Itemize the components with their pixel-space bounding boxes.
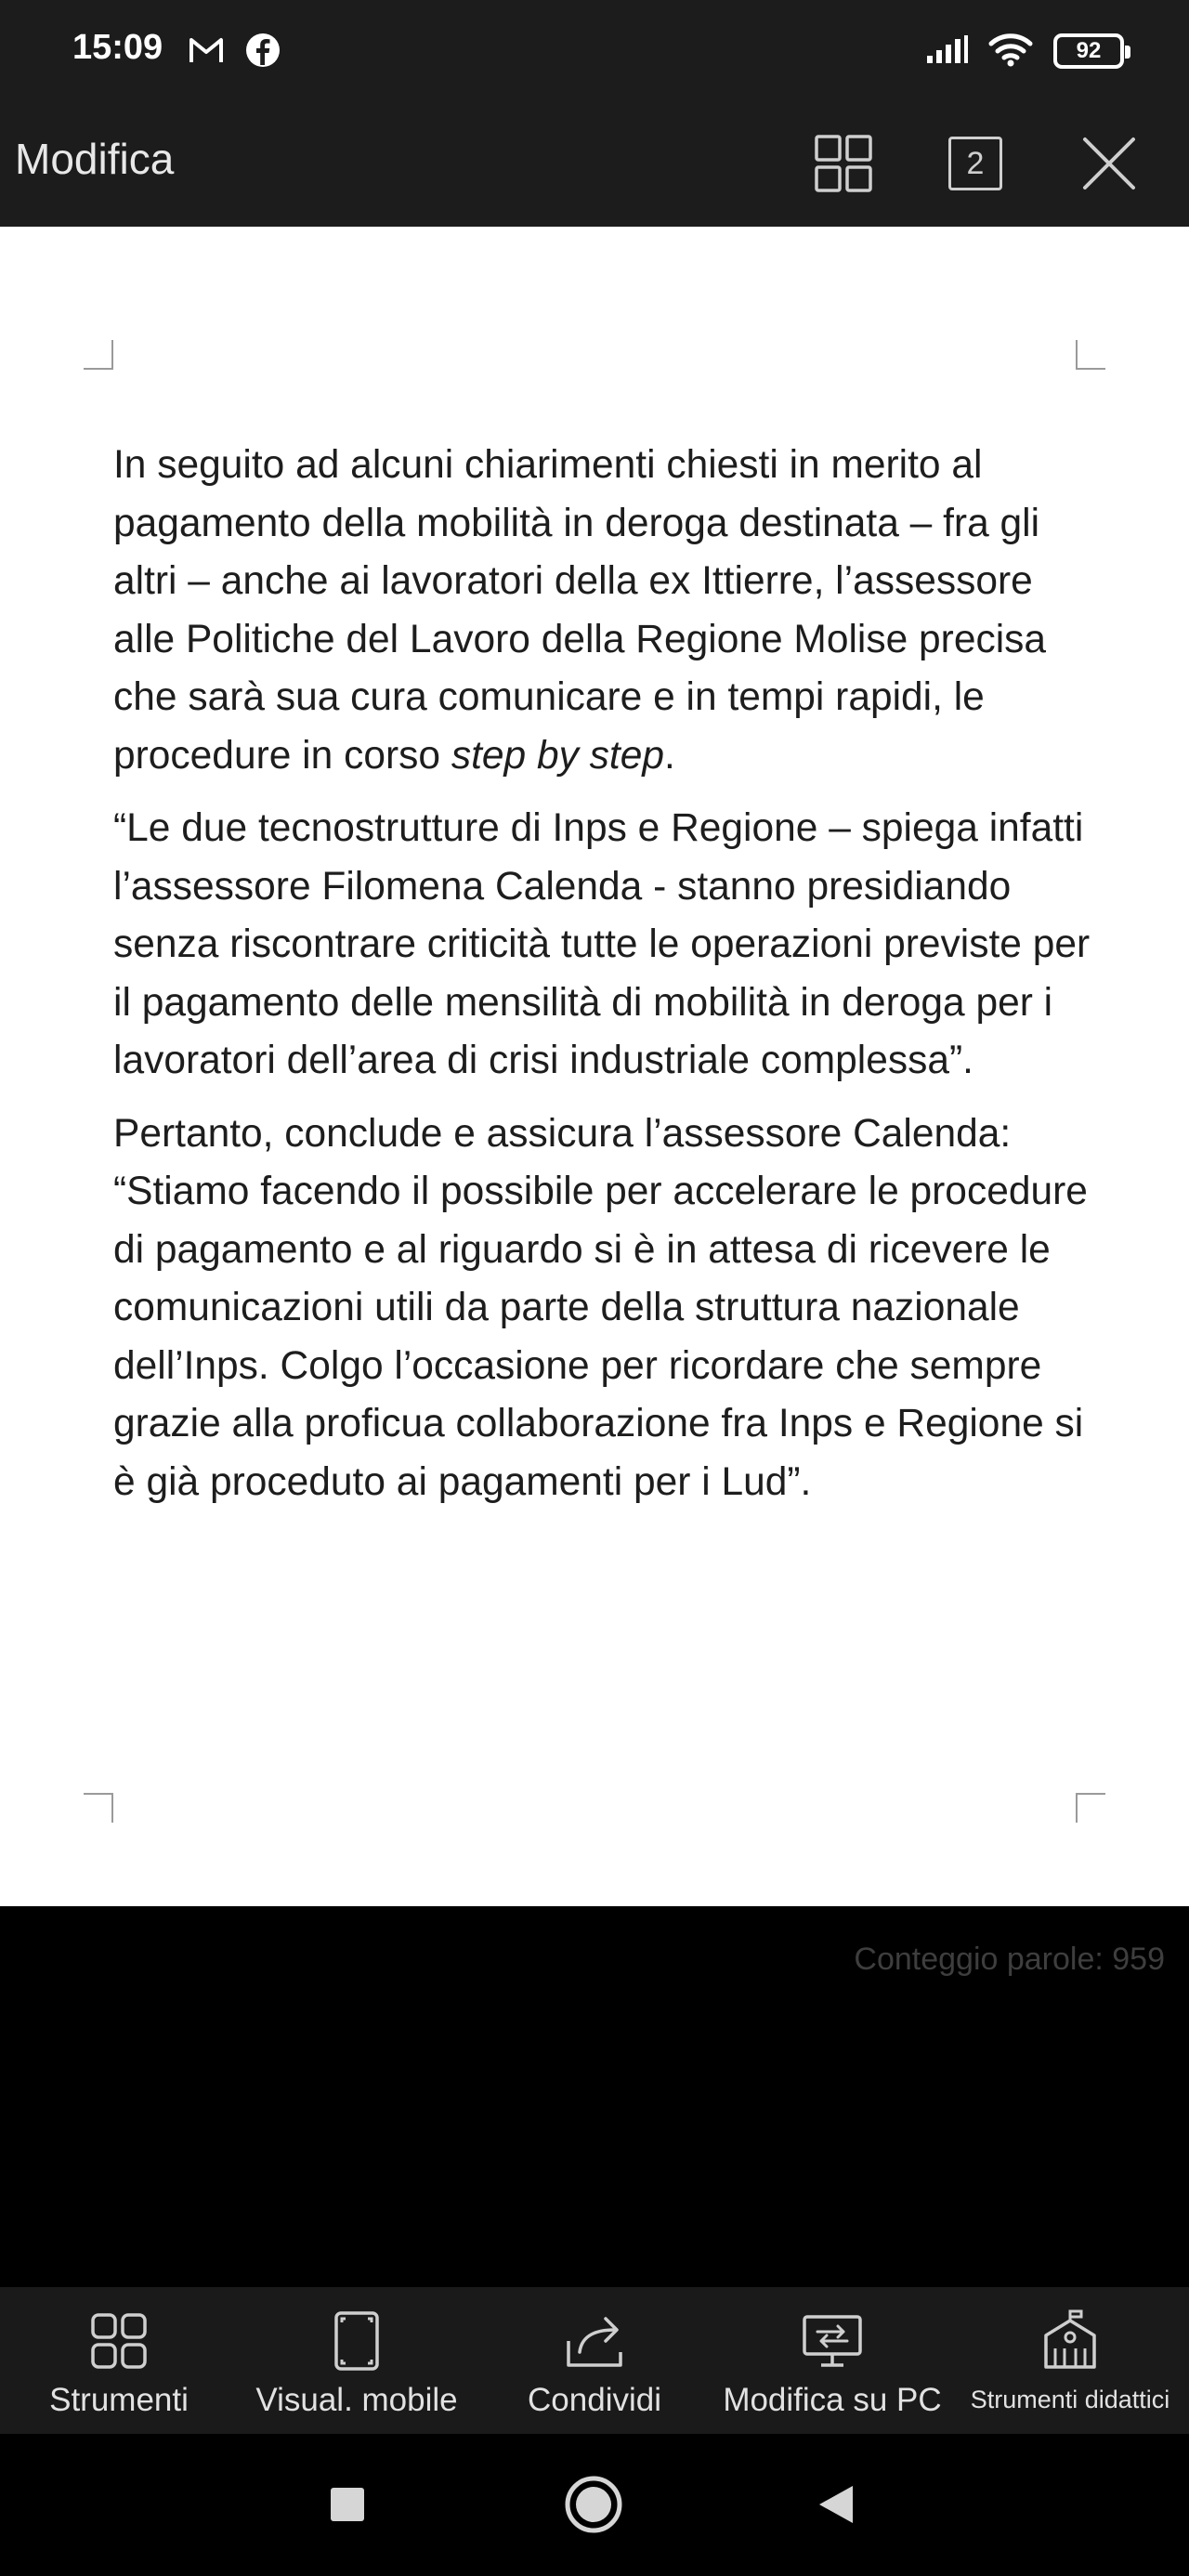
- paragraph-2[interactable]: [113, 800, 1098, 1091]
- paragraph-1-text: In seguito ad alcuni chiarimenti chiesti in merito al pagamento della mobilità in deroga destinata – fra gli altri – anche ai lavoratori della ex Ittierre, l’assessore alle Politiche del Lavoro della Regione Molise precisa che sarà sua cura comunicare e in tempi rapidi, le procedure in corso: [113, 443, 1047, 778]
- battery-icon: [1053, 33, 1124, 69]
- education-tools-icon: [1037, 2308, 1104, 2374]
- tools-icon: [85, 2308, 152, 2374]
- app-header: [0, 102, 1189, 227]
- page-count-icon: 2: [948, 137, 1002, 190]
- edit-on-pc-label: Modifica su PC: [723, 2382, 942, 2418]
- recents-icon: [329, 2486, 366, 2523]
- tools-button[interactable]: [0, 2287, 238, 2434]
- paragraph-2-text: “Le due tecnostrutture di Inps e Regione – spiega infatti l’assessore Filomena Calenda - stanno presidiando senza riscontrare criticità tutte le operazioni previste per il pagamento delle mensilità di mobilità in deroga per i lavoratori dell’area di crisi industriale complessa”.: [113, 806, 1091, 1082]
- document-page[interactable]: [0, 227, 1189, 1906]
- status-time: 15:09: [72, 28, 163, 67]
- margin-corner-top-left: [84, 340, 113, 370]
- margin-corner-top-right: [1076, 340, 1105, 370]
- back-icon: [816, 2484, 856, 2525]
- tools-label: Strumenti: [49, 2382, 189, 2418]
- education-tools-button[interactable]: [951, 2287, 1189, 2434]
- close-button[interactable]: [1070, 124, 1148, 203]
- education-tools-label: Strumenti didattici: [970, 2386, 1170, 2413]
- grid-view-button[interactable]: [804, 124, 882, 203]
- margin-corner-bottom-right: [1076, 1793, 1105, 1823]
- signal-icon: [925, 35, 968, 68]
- share-button[interactable]: [476, 2287, 713, 2434]
- battery-level: 92: [1076, 38, 1102, 63]
- recents-button[interactable]: [312, 2469, 383, 2540]
- share-label: Condividi: [528, 2382, 661, 2418]
- document-body[interactable]: [113, 437, 1098, 1526]
- document-canvas-background: [0, 1906, 1189, 2287]
- facebook-icon: [244, 32, 281, 69]
- home-icon: [564, 2475, 623, 2534]
- system-status: [925, 30, 1124, 72]
- wifi-icon: [988, 32, 1033, 72]
- paragraph-1-tail: .: [663, 733, 675, 778]
- edit-on-pc-button[interactable]: [713, 2287, 951, 2434]
- mobile-view-icon: [323, 2308, 390, 2374]
- paragraph-3-text: Pertanto, conclude e assicura l’assessore Calenda: “Stiamo facendo il possibile per accelerare le procedure di pagamento e al riguardo si è in attesa di ricevere le comunicazioni utili da parte della struttura nazionale dell’Inps. Colgo l’occasione per ricordare che sempre grazie alla proficua collaborazione fra Inps e Regione si è già proceduto ai pagamenti per i Lud”.: [113, 1111, 1088, 1504]
- mobile-view-button[interactable]: [238, 2287, 476, 2434]
- header-title: Modifica: [15, 135, 175, 183]
- share-icon: [561, 2308, 628, 2374]
- word-count: Conteggio parole: 959: [854, 1942, 1165, 1977]
- bottom-toolbar: [0, 2287, 1189, 2434]
- paragraph-1[interactable]: [113, 437, 1098, 785]
- back-button[interactable]: [801, 2469, 871, 2540]
- grid-view-icon: [814, 134, 873, 193]
- paragraph-1-italic: step by step: [451, 733, 664, 778]
- home-button[interactable]: [558, 2469, 629, 2540]
- status-bar: [0, 0, 1189, 102]
- mobile-view-label: Visual. mobile: [255, 2382, 458, 2418]
- navigation-bar: [0, 2434, 1189, 2576]
- paragraph-3[interactable]: [113, 1105, 1098, 1512]
- page-count-button[interactable]: [936, 124, 1014, 203]
- margin-corner-bottom-left: [84, 1793, 113, 1823]
- close-icon: [1079, 134, 1139, 193]
- edit-on-pc-icon: [799, 2308, 866, 2374]
- gmail-icon: [188, 32, 225, 69]
